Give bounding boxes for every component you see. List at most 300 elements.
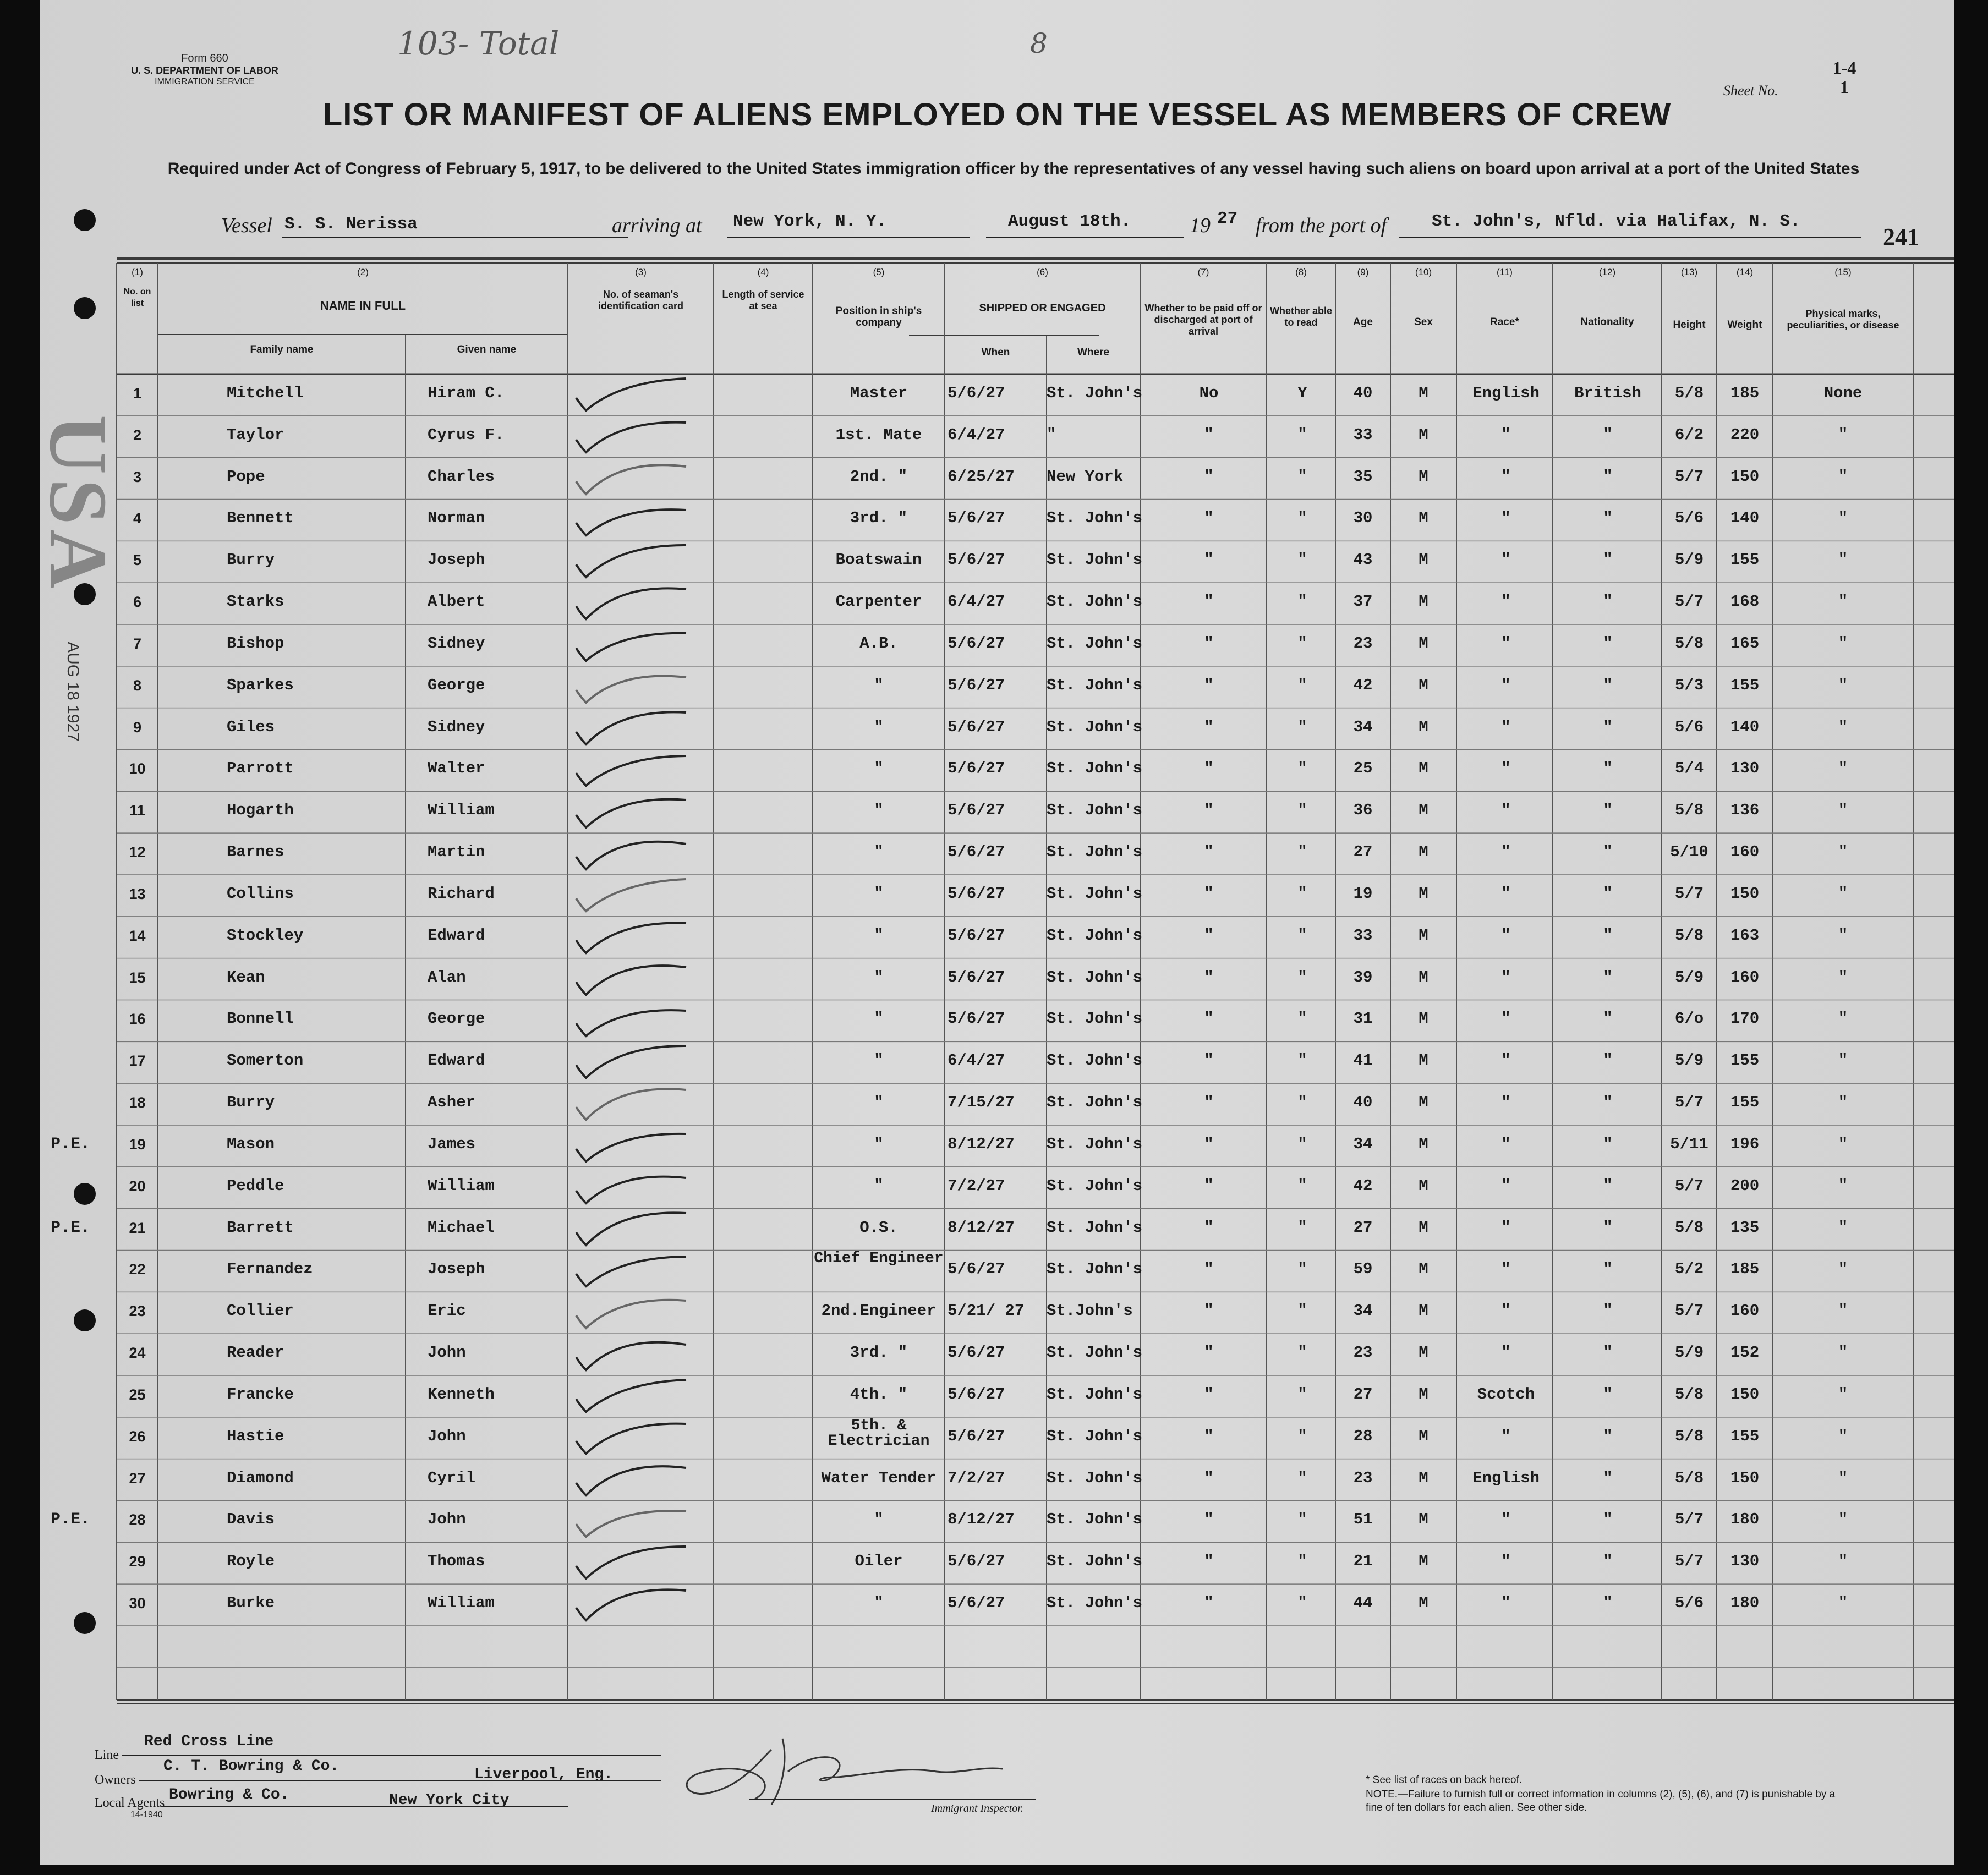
table-row <box>40 1594 1954 1627</box>
age: 23 <box>1353 1468 1373 1487</box>
able-read: " <box>1297 1134 1307 1153</box>
row-number: 11 <box>129 802 145 819</box>
sex: M <box>1419 1468 1428 1487</box>
row-number: 12 <box>129 844 146 861</box>
shipped-where: St. John's <box>1047 1093 1143 1112</box>
weight: 150 <box>1730 1385 1760 1403</box>
weight: 160 <box>1730 968 1760 986</box>
page-subtitle: Required under Act of Congress of February 5, 1917, to be delivered to the United States immigration officer by the representatives of any vessel having such aliens on board upon arrival at a port of the United States <box>167 160 1860 178</box>
height: 5/9 <box>1674 968 1704 986</box>
handwritten-total: 103- Total <box>397 25 560 62</box>
shipped-where: New York <box>1047 467 1124 486</box>
family-name: Stockley <box>227 926 304 945</box>
shipped-where: St. John's <box>1047 1594 1143 1613</box>
sex: M <box>1419 884 1428 903</box>
sex: M <box>1419 551 1428 569</box>
race: " <box>1501 759 1511 778</box>
owners-city: Liverpool, Eng. <box>474 1766 614 1783</box>
shipped-when: 5/6/27 <box>948 676 1005 694</box>
position: " <box>874 843 884 862</box>
row-number: 20 <box>129 1177 146 1194</box>
height: 6/2 <box>1674 425 1704 444</box>
race: " <box>1501 467 1511 486</box>
sex: M <box>1419 1010 1428 1028</box>
given-name: Charles <box>428 467 495 486</box>
able-read: " <box>1297 1010 1307 1028</box>
height: 5/7 <box>1674 467 1704 486</box>
age: 36 <box>1353 801 1373 820</box>
header-race: Race* <box>1490 316 1519 328</box>
table-row <box>40 1552 1954 1585</box>
sex: M <box>1419 843 1428 862</box>
column-number: (7) <box>1197 267 1209 277</box>
nationality: " <box>1603 1385 1613 1403</box>
nationality: " <box>1603 717 1613 736</box>
physical-marks: " <box>1838 1594 1848 1613</box>
sex: M <box>1419 1260 1428 1279</box>
height: 5/8 <box>1674 1385 1704 1403</box>
able-read: " <box>1297 551 1307 569</box>
height: 5/7 <box>1674 1093 1704 1112</box>
age: 35 <box>1353 467 1373 486</box>
row-number: 5 <box>133 552 142 569</box>
given-name: Walter <box>428 759 485 778</box>
able-read: " <box>1297 759 1307 778</box>
nationality: " <box>1603 593 1613 611</box>
weight: 136 <box>1730 801 1760 820</box>
row-number: 1 <box>133 385 142 402</box>
given-name: Thomas <box>428 1552 485 1571</box>
shipped-when: 5/6/27 <box>948 926 1005 945</box>
shipped-when: 8/12/27 <box>948 1510 1015 1529</box>
weight: 155 <box>1730 1093 1760 1112</box>
age: 19 <box>1353 884 1373 903</box>
physical-marks: " <box>1838 1427 1848 1445</box>
sex: M <box>1419 1594 1428 1613</box>
weight: 168 <box>1730 593 1760 611</box>
physical-marks: " <box>1838 634 1848 653</box>
family-name: Giles <box>227 717 275 736</box>
paid-off: " <box>1204 968 1214 986</box>
service-label: IMMIGRATION SERVICE <box>155 77 255 86</box>
shipped-when: 5/6/27 <box>948 759 1005 778</box>
physical-marks: None <box>1823 384 1863 402</box>
table-row <box>40 885 1954 918</box>
position: " <box>874 1010 884 1028</box>
physical-marks: " <box>1838 843 1848 862</box>
nationality: " <box>1603 968 1613 986</box>
shipped-when: 5/6/27 <box>948 1427 1005 1445</box>
sex: M <box>1419 1385 1428 1403</box>
nationality: " <box>1603 1594 1613 1613</box>
nationality: " <box>1603 1344 1613 1362</box>
shipped-where: St. John's <box>1047 1344 1143 1362</box>
sex: M <box>1419 1427 1428 1445</box>
table-row <box>40 1385 1954 1418</box>
paid-off: " <box>1204 1468 1214 1487</box>
able-read: " <box>1297 968 1307 986</box>
shipped-where: St.John's <box>1047 1302 1133 1320</box>
column-number: (12) <box>1598 267 1616 277</box>
paid-off: " <box>1204 801 1214 820</box>
sex: M <box>1419 676 1428 694</box>
family-name: Parrott <box>227 759 294 778</box>
signature-drawing <box>672 1728 1058 1810</box>
family-name: Collier <box>227 1302 294 1320</box>
sex: M <box>1419 593 1428 611</box>
able-read: " <box>1297 634 1307 653</box>
able-read: " <box>1297 1176 1307 1195</box>
weight: 150 <box>1730 467 1760 486</box>
handwritten-count: 8 <box>1030 28 1048 59</box>
row-number: 4 <box>133 510 142 527</box>
physical-marks: " <box>1838 1176 1848 1195</box>
height: 5/11 <box>1670 1134 1708 1153</box>
form-number: Form 660 <box>181 52 228 64</box>
given-name: Sidney <box>428 717 485 736</box>
row-number: 13 <box>129 885 146 902</box>
shipped-where: St. John's <box>1047 1176 1143 1195</box>
height: 5/8 <box>1674 1427 1704 1445</box>
physical-marks: " <box>1838 467 1848 486</box>
able-read: " <box>1297 926 1307 945</box>
physical-marks: " <box>1838 1344 1848 1362</box>
race: " <box>1501 968 1511 986</box>
nationality: " <box>1603 509 1613 528</box>
inspector-signature <box>672 1728 1058 1810</box>
paid-off: " <box>1204 1427 1214 1445</box>
table-row <box>40 1135 1954 1168</box>
race: English <box>1472 384 1540 402</box>
table-row <box>40 634 1954 667</box>
paid-off: " <box>1204 1093 1214 1112</box>
weight: 165 <box>1730 634 1760 653</box>
shipped-when: 8/12/27 <box>948 1218 1015 1237</box>
paid-off: " <box>1204 1176 1214 1195</box>
shipped-where: " <box>1047 425 1056 444</box>
physical-marks: " <box>1838 1468 1848 1487</box>
column-number: (4) <box>757 267 769 277</box>
shipped-when: 6/4/27 <box>948 425 1005 444</box>
able-read: " <box>1297 1344 1307 1362</box>
height: 5/6 <box>1674 1594 1704 1613</box>
age: 21 <box>1353 1552 1373 1571</box>
paid-off: " <box>1204 1510 1214 1529</box>
row-number: 19 <box>129 1136 146 1153</box>
paid-off: " <box>1204 1385 1214 1403</box>
physical-marks: " <box>1838 1134 1848 1153</box>
row-number: 18 <box>129 1094 146 1111</box>
able-read: Y <box>1297 384 1307 402</box>
sex: M <box>1419 384 1428 402</box>
age: 27 <box>1353 1218 1373 1237</box>
table-row <box>40 1177 1954 1210</box>
sex: M <box>1419 509 1428 528</box>
physical-marks: " <box>1838 1302 1848 1320</box>
family-name: Davis <box>227 1510 275 1529</box>
row-number: 21 <box>129 1219 146 1236</box>
shipped-when: 7/2/27 <box>948 1468 1005 1487</box>
height: 5/7 <box>1674 593 1704 611</box>
position: " <box>874 968 884 986</box>
race: " <box>1501 676 1511 694</box>
races-note: * See list of races on back hereof. <box>1366 1774 1523 1786</box>
able-read: " <box>1297 1427 1307 1445</box>
shipped-where: St. John's <box>1047 1510 1143 1529</box>
department-label: U. S. DEPARTMENT OF LABOR <box>131 65 278 76</box>
given-name: William <box>428 1594 495 1613</box>
paid-off: " <box>1204 1344 1214 1362</box>
shipped-when: 5/6/27 <box>948 1010 1005 1028</box>
shipped-when: 5/6/27 <box>948 1344 1005 1362</box>
from-port-value: St. John's, Nfld. via Halifax, N. S. <box>1432 212 1800 231</box>
table-row <box>40 1051 1954 1084</box>
family-name: Reader <box>227 1344 284 1362</box>
header-shipped: SHIPPED OR ENGAGED <box>979 302 1106 314</box>
weight: 200 <box>1730 1176 1760 1195</box>
page-title: LIST OR MANIFEST OF ALIENS EMPLOYED ON THE VESSEL AS MEMBERS OF CREW <box>322 97 1672 133</box>
family-name: Bishop <box>227 634 284 653</box>
row-number: 15 <box>129 969 146 986</box>
shipped-when: 5/6/27 <box>948 509 1005 528</box>
table-row <box>40 1510 1954 1543</box>
sex: M <box>1419 1134 1428 1153</box>
able-read: " <box>1297 1218 1307 1237</box>
year-prefix: 19 <box>1190 214 1211 237</box>
physical-marks: " <box>1838 968 1848 986</box>
family-name: Peddle <box>227 1176 284 1195</box>
weight: 150 <box>1730 884 1760 903</box>
table-row <box>40 426 1954 459</box>
header-weight: Weight <box>1727 319 1762 331</box>
paid-off: " <box>1204 1594 1214 1613</box>
race: " <box>1501 425 1511 444</box>
paid-off: " <box>1204 1010 1214 1028</box>
weight: 135 <box>1730 1218 1760 1237</box>
age: 25 <box>1353 759 1373 778</box>
paid-off: " <box>1204 1302 1214 1320</box>
family-name: Collins <box>227 884 294 903</box>
family-name: Kean <box>227 968 265 986</box>
given-name: Martin <box>428 843 485 862</box>
sex: M <box>1419 759 1428 778</box>
able-read: " <box>1297 676 1307 694</box>
shipped-where: St. John's <box>1047 1010 1143 1028</box>
column-number: (1) <box>132 267 143 277</box>
physical-marks: " <box>1838 1218 1848 1237</box>
race: " <box>1501 1427 1511 1445</box>
paid-off: " <box>1204 1134 1214 1153</box>
given-name: Alan <box>428 968 466 986</box>
position: " <box>874 801 884 820</box>
able-read: " <box>1297 467 1307 486</box>
race: " <box>1501 843 1511 862</box>
position: " <box>874 717 884 736</box>
nationality: " <box>1603 634 1613 653</box>
pe-annotation: P.E. <box>51 1218 91 1237</box>
weight: 160 <box>1730 843 1760 862</box>
nationality: " <box>1603 551 1613 569</box>
family-name: Somerton <box>227 1051 304 1070</box>
able-read: " <box>1297 509 1307 528</box>
position: " <box>874 1510 884 1529</box>
shipped-when: 5/6/27 <box>948 1260 1005 1279</box>
paid-off: " <box>1204 1218 1214 1237</box>
weight: 150 <box>1730 1468 1760 1487</box>
physical-marks: " <box>1838 1385 1848 1403</box>
age: 40 <box>1353 384 1373 402</box>
row-number: 28 <box>129 1511 146 1528</box>
shipped-where: St. John's <box>1047 926 1143 945</box>
header-family-name: Family name <box>250 344 314 355</box>
table-row <box>40 1219 1954 1252</box>
paid-off: " <box>1204 467 1214 486</box>
height: 5/8 <box>1674 384 1704 402</box>
row-number: 14 <box>129 927 146 944</box>
able-read: " <box>1297 1385 1307 1403</box>
given-name: James <box>428 1134 476 1153</box>
sex: M <box>1419 968 1428 986</box>
sheet-range: 1-4 <box>1832 58 1856 78</box>
nationality: British <box>1574 384 1641 402</box>
sex: M <box>1419 717 1428 736</box>
header-position: Position in ship's company <box>835 305 922 328</box>
weight: 130 <box>1730 759 1760 778</box>
height: 5/7 <box>1674 1510 1704 1529</box>
position: 2nd. " <box>850 467 908 486</box>
physical-marks: " <box>1838 425 1848 444</box>
header-name-in-full: NAME IN FULL <box>320 299 406 312</box>
header-id-card: No. of seaman's identification card <box>598 289 684 311</box>
nationality: " <box>1603 759 1613 778</box>
race: " <box>1501 1552 1511 1571</box>
arriving-label: arriving at <box>612 214 702 237</box>
shipped-when: 6/4/27 <box>948 593 1005 611</box>
weight: 140 <box>1730 717 1760 736</box>
race: " <box>1501 1176 1511 1195</box>
shipped-when: 7/2/27 <box>948 1176 1005 1195</box>
given-name: Norman <box>428 509 485 528</box>
height: 5/10 <box>1670 843 1708 862</box>
row-number: 26 <box>129 1428 146 1445</box>
shipped-where: St. John's <box>1047 1260 1143 1279</box>
physical-marks: " <box>1838 509 1848 528</box>
position: 5th. & Electrician <box>828 1417 930 1450</box>
position: Carpenter <box>835 593 922 611</box>
given-name: Sidney <box>428 634 485 653</box>
race: " <box>1501 926 1511 945</box>
table-row <box>40 1417 1954 1460</box>
given-name: Michael <box>428 1218 495 1237</box>
header-nationality: Nationality <box>1580 316 1634 328</box>
weight: 185 <box>1730 384 1760 402</box>
arrival-stamp <box>32 330 124 742</box>
given-name: John <box>428 1510 466 1529</box>
table-row <box>40 1010 1954 1043</box>
race: Scotch <box>1477 1385 1535 1403</box>
header-sex: Sex <box>1414 316 1433 328</box>
paid-off: " <box>1204 843 1214 862</box>
height: 5/7 <box>1674 884 1704 903</box>
paid-off: " <box>1204 1051 1214 1070</box>
nationality: " <box>1603 1260 1613 1279</box>
physical-marks: " <box>1838 1051 1848 1070</box>
shipped-where: St. John's <box>1047 968 1143 986</box>
row-number: 8 <box>133 677 142 694</box>
family-name: Mason <box>227 1134 275 1153</box>
family-name: Pope <box>227 467 265 486</box>
family-name: Hastie <box>227 1427 284 1445</box>
nationality: " <box>1603 801 1613 820</box>
given-name: Edward <box>428 1051 485 1070</box>
shipped-when: 6/4/27 <box>948 1051 1005 1070</box>
physical-marks: " <box>1838 759 1848 778</box>
physical-marks: " <box>1838 593 1848 611</box>
shipped-when: 5/6/27 <box>948 551 1005 569</box>
stamp-big-text: USA <box>32 414 124 594</box>
table-row <box>40 468 1954 501</box>
nationality: " <box>1603 1134 1613 1153</box>
table-row <box>40 1344 1954 1377</box>
family-name: Burry <box>227 551 275 569</box>
nationality: " <box>1603 1510 1613 1529</box>
shipped-where: St. John's <box>1047 593 1143 611</box>
family-name: Taylor <box>227 425 284 444</box>
row-number: 25 <box>129 1386 146 1403</box>
manifest-sheet <box>32 0 1954 1865</box>
shipped-when: 8/12/27 <box>948 1134 1015 1153</box>
given-name: Richard <box>428 884 495 903</box>
position: 2nd.Engineer <box>821 1302 937 1320</box>
sex: M <box>1419 926 1428 945</box>
nationality: " <box>1603 1093 1613 1112</box>
row-number: 3 <box>133 468 142 485</box>
inspector-label: Immigrant Inspector. <box>931 1802 1023 1814</box>
sex: M <box>1419 1552 1428 1571</box>
physical-marks: " <box>1838 926 1848 945</box>
position: " <box>874 926 884 945</box>
header-physical: Physical marks, peculiarities, or disease <box>1787 308 1899 331</box>
owners-label: Owners <box>95 1773 136 1787</box>
physical-marks: " <box>1838 884 1848 903</box>
nationality: " <box>1603 1010 1613 1028</box>
shipped-where: St. John's <box>1047 759 1143 778</box>
table-row <box>40 593 1954 626</box>
race: " <box>1501 1260 1511 1279</box>
row-number: 27 <box>129 1470 146 1487</box>
shipped-when: 5/6/27 <box>948 634 1005 653</box>
weight: 160 <box>1730 1302 1760 1320</box>
table-row <box>40 384 1954 417</box>
able-read: " <box>1297 1051 1307 1070</box>
line-label: Line <box>95 1748 119 1762</box>
able-read: " <box>1297 801 1307 820</box>
given-name: Edward <box>428 926 485 945</box>
given-name: Joseph <box>428 551 485 569</box>
shipped-where: St. John's <box>1047 717 1143 736</box>
age: 27 <box>1353 843 1373 862</box>
shipped-where: St. John's <box>1047 634 1143 653</box>
table-row <box>40 968 1954 1001</box>
age: 44 <box>1353 1594 1373 1613</box>
height: 5/3 <box>1674 676 1704 694</box>
position: 3rd. " <box>850 509 908 528</box>
family-name: Fernandez <box>227 1260 313 1279</box>
year-suffix: 27 <box>1217 209 1238 228</box>
position: 1st. Mate <box>835 425 922 444</box>
race: " <box>1501 884 1511 903</box>
nationality: " <box>1603 1468 1613 1487</box>
